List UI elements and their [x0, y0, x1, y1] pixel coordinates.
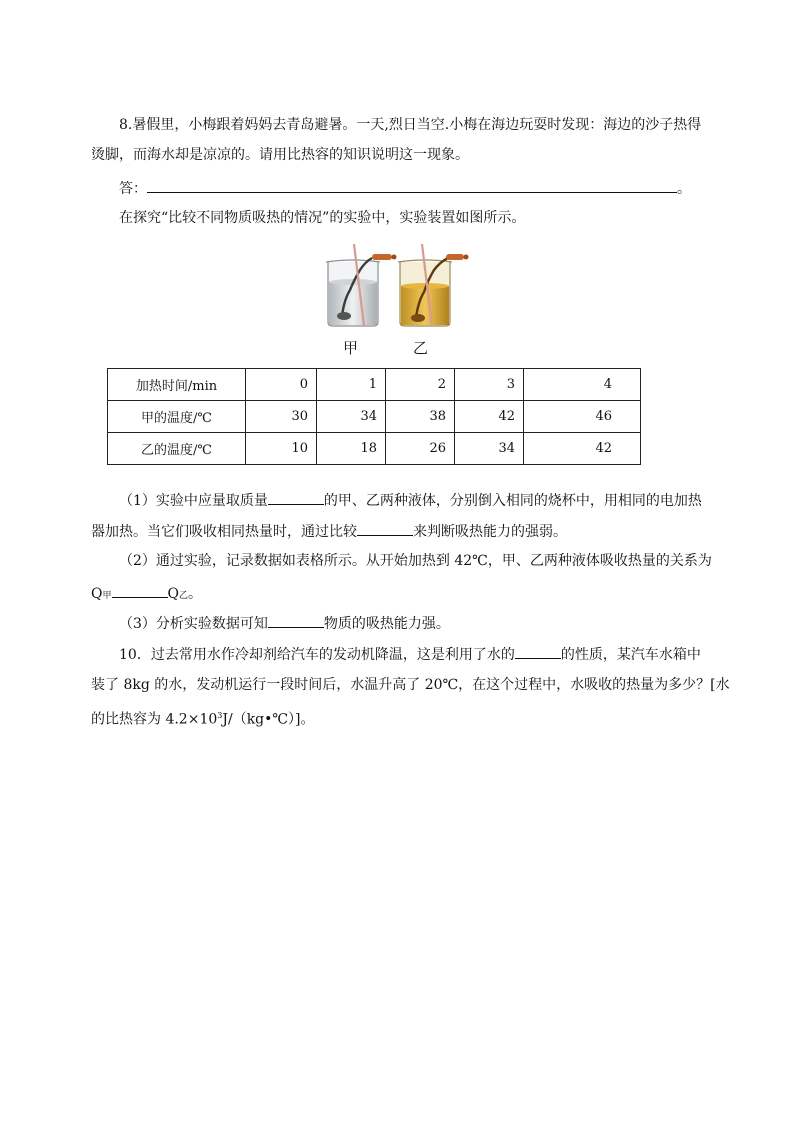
q10-blank[interactable] — [515, 644, 561, 659]
table-row — [108, 433, 641, 465]
row-label: 甲的温度/℃ — [108, 401, 246, 433]
answer-end: 。 — [677, 181, 691, 197]
beakers-figure — [320, 240, 470, 330]
table-cell: 2 — [386, 369, 455, 401]
q-b-subscript: 乙 — [178, 591, 188, 601]
q10-text-b: 的性质，某汽车水箱中 — [560, 647, 701, 663]
beaker-a — [326, 244, 397, 326]
table-cell: 34 — [455, 433, 524, 465]
table-cell: 30 — [246, 401, 317, 433]
q10-line2: 装了 8kg 的水，发动机运行一段时间后，水温升高了 20℃，在这个过程中，水吸收的热量为多少？[水 — [91, 677, 730, 693]
q9-intro: 在探究“比较不同物质吸热的情况”的实验中，实验装置如图所示。 — [119, 210, 526, 226]
row-label: 加热时间/min — [108, 369, 246, 401]
part1-blank-1[interactable] — [268, 490, 324, 505]
part1-text-b: 的甲、乙两种液体，分别倒入相同的烧杯中，用相同的电加热 — [323, 493, 702, 509]
q9-part1-line2 — [91, 521, 567, 541]
q8-answer-row — [119, 178, 691, 198]
part1-text-c: 器加热。当它们吸收相同热量时，通过比较 — [91, 524, 357, 540]
table-cell: 46 — [524, 401, 641, 433]
table-cell: 4 — [524, 369, 641, 401]
beaker-b — [398, 244, 469, 326]
table-cell: 42 — [455, 401, 524, 433]
table-cell: 18 — [317, 433, 386, 465]
table-cell: 1 — [317, 369, 386, 401]
q9-part2-line2 — [91, 583, 202, 605]
q10-text-c: 的比热容为 4.2×10 — [91, 711, 218, 728]
q-b: Q — [167, 586, 179, 602]
q8-line-1: 8.暑假里，小梅跟着妈妈去青岛避暑。一天,烈日当空.小梅在海边玩耍时发现：海边的沙子热得 — [119, 117, 702, 133]
row-label: 乙的温度/℃ — [108, 433, 246, 465]
part1-blank-2[interactable] — [357, 521, 413, 536]
table-cell: 10 — [246, 433, 317, 465]
part2-end: 。 — [188, 586, 202, 602]
q8-line-2: 烫脚，而海水却是凉凉的。请用比热容的知识说明这一现象。 — [91, 147, 469, 163]
q10-line1 — [119, 644, 701, 664]
table-row — [108, 401, 641, 433]
q-a-subscript: 甲 — [102, 591, 112, 601]
table-cell: 42 — [524, 433, 641, 465]
part1-text-d: 来判断吸热能力的强弱。 — [413, 524, 567, 540]
data-table — [107, 368, 641, 465]
table-cell: 0 — [246, 369, 317, 401]
table-cell: 34 — [317, 401, 386, 433]
q10-text-a: 10．过去常用水作冷却剂给汽车的发动机降温，这是利用了水的 — [119, 647, 515, 663]
table-cell: 26 — [386, 433, 455, 465]
q10-exponent: 3 — [217, 711, 223, 720]
answer-blank[interactable] — [147, 178, 677, 193]
part3-text-a: （3）分析实验数据可知 — [119, 616, 268, 632]
answer-label: 答： — [119, 181, 147, 197]
table-row — [108, 369, 641, 401]
table-cell: 3 — [455, 369, 524, 401]
q9-part2-line1: （2）通过实验，记录数据如表格所示。从开始加热到 42℃，甲、乙两种液体吸收热量的关系为 — [119, 553, 712, 569]
q9-part3 — [119, 613, 450, 633]
part1-text-a: （1）实验中应量取质量 — [119, 493, 268, 509]
beaker-b-label: 乙 — [413, 339, 429, 357]
beaker-a-label: 甲 — [343, 339, 359, 357]
part2-blank[interactable] — [112, 583, 168, 598]
q-a: Q — [91, 586, 103, 602]
part3-blank[interactable] — [268, 613, 324, 628]
table-cell: 38 — [386, 401, 455, 433]
q10-text-d: J/（kg•℃）]。 — [222, 711, 315, 728]
q10-line3 — [91, 707, 315, 729]
part3-text-b: 物质的吸热能力强。 — [323, 616, 450, 632]
q9-part1-line1 — [119, 490, 702, 510]
